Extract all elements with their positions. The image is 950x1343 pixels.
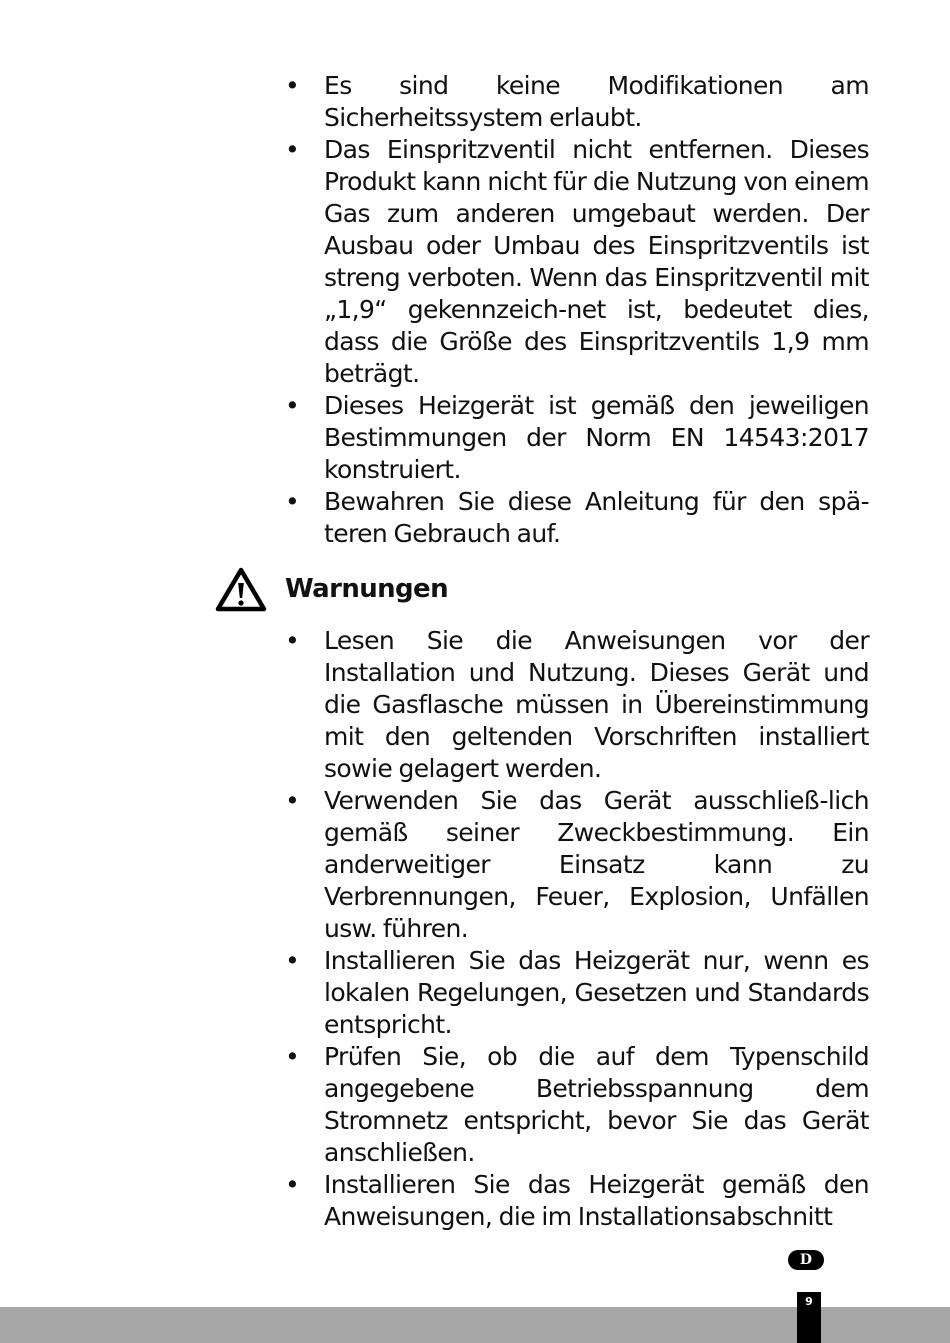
list-item: • Installieren Sie das Heizgerät gemäß den Anweisungen, die im Installationsabschnitt [285, 1169, 869, 1233]
warnings-list [285, 625, 869, 1233]
list-item: • Dieses Heizgerät ist gemäß den jeweiligen Bestimmungen der Norm EN 14543:2017 konstruiert. [285, 390, 869, 486]
list-item: • Verwenden Sie das Gerät ausschließ-lich gemäß seiner Zweckbestimmung. Ein anderweitiger Einsatz kann zu Verbrennungen, Feuer, Explosion, Unfällen usw. führen. [285, 785, 869, 945]
language-badge: D [788, 1250, 824, 1270]
list-item: • Das Einspritzventil nicht entfernen. Dieses Produkt kann nicht für die Nutzung von einem Gas zum anderen umgebaut werden. Der Ausbau oder Umbau des Einspritzventils ist streng verboten. Wenn das Einspritzventil mit „1,9“ gekennzeich-net ist, bedeutet dies, dass die Größe des Einspritzventils 1,9 mm beträgt. [285, 134, 869, 390]
list-item: • Installieren Sie das Heizgerät nur, wenn es lokalen Regelungen, Gesetzen und Standards entspricht. [285, 945, 869, 1041]
list-item: • Bewahren Sie diese Anleitung für den spä-teren Gebrauch auf. [285, 486, 869, 550]
warning-triangle-icon [215, 566, 267, 612]
list-item: • Lesen Sie die Anweisungen vor der Installation und Nutzung. Dieses Gerät und die Gasflasche müssen in Übereinstimmung mit den geltenden Vorschriften installiert sowie gelagert werden. [285, 625, 869, 785]
page-number: 9 [797, 1292, 821, 1343]
list-item: • Es sind keine Modifikationen am Sicherheitssystem erlaubt. [285, 70, 869, 134]
instructions-list-top [285, 70, 869, 550]
section-title: Warnungen [285, 574, 449, 604]
warnings-heading [215, 566, 448, 612]
list-item: • Prüfen Sie, ob die auf dem Typenschild angegebene Betriebsspannung dem Stromnetz entspricht, bevor Sie das Gerät anschließen. [285, 1041, 869, 1169]
